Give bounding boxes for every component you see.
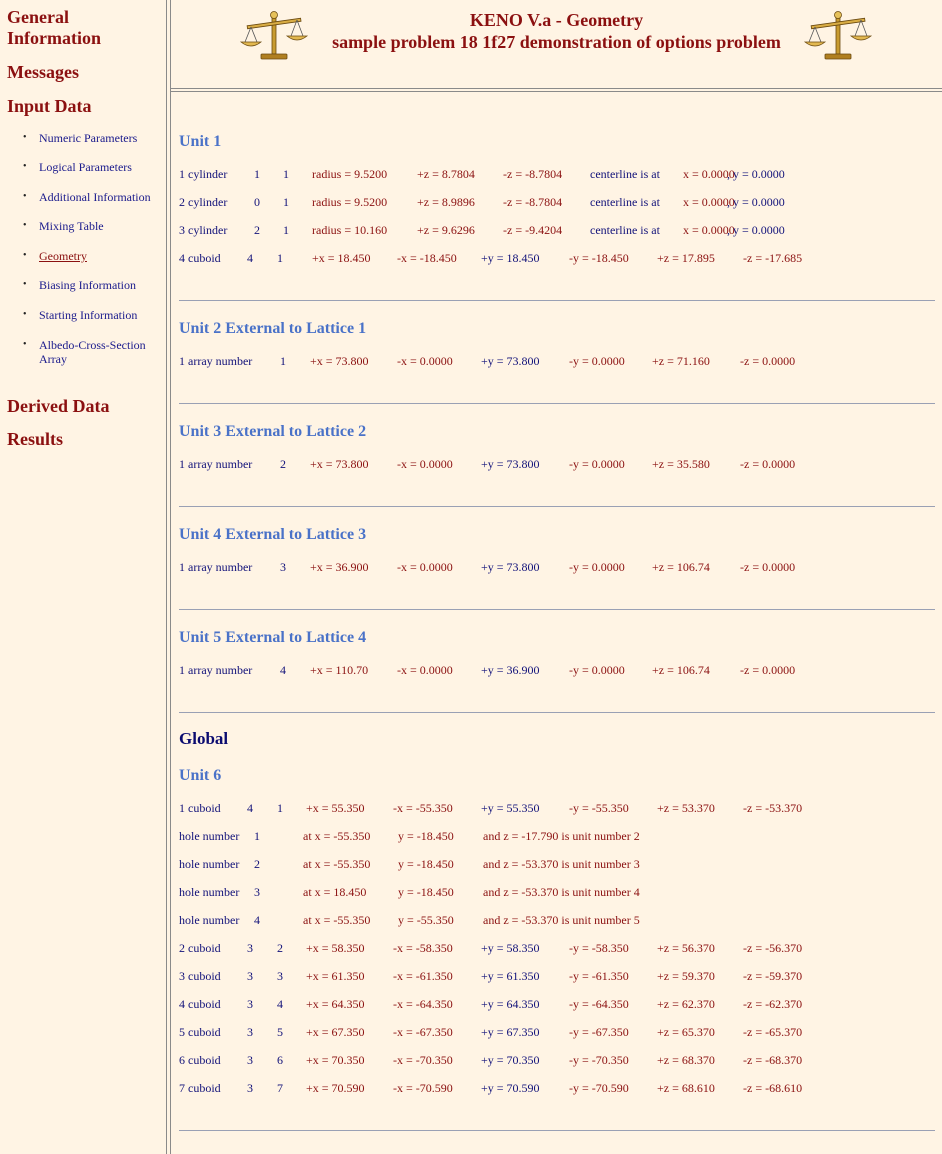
unit-title: Unit 4 External to Lattice 3: [179, 526, 367, 543]
table-cell: y = -55.350: [398, 913, 454, 927]
table-cell: -y = -58.350: [569, 941, 629, 955]
table-cell: -y = 0.0000: [569, 457, 625, 471]
nav-item-numeric-parameters[interactable]: • Numeric Parameters: [23, 131, 138, 145]
table-cell: radius = 9.5200: [312, 167, 388, 181]
nav-results[interactable]: Results: [7, 429, 64, 449]
table-cell: -z = -9.4204: [503, 223, 563, 237]
table-cell: +y = 73.800: [481, 560, 540, 574]
table-cell: +x = 64.350: [306, 997, 365, 1011]
table-cell: at x = 18.450: [303, 885, 367, 899]
table-cell: 4: [247, 251, 253, 265]
unit-title: Unit 3 External to Lattice 2: [179, 423, 367, 440]
table-cell: at x = -55.350: [303, 913, 371, 927]
table-row: [0, 1052, 942, 1068]
table-cell: , y = 0.0000: [727, 223, 785, 237]
table-cell: -z = 0.0000: [740, 457, 796, 471]
nav-item-mixing-table[interactable]: • Mixing Table: [23, 219, 104, 233]
table-cell: +y = 61.350: [481, 969, 540, 983]
table-cell: +z = 9.6296: [417, 223, 475, 237]
table-cell: , y = 0.0000: [727, 195, 785, 209]
table-cell: 3: [247, 997, 253, 1011]
bullet-icon: •: [23, 339, 27, 350]
header-divider: [171, 91, 942, 92]
table-cell: -z = 0.0000: [740, 560, 796, 574]
table-row: [0, 353, 942, 369]
table-cell: 1 array number: [179, 663, 253, 677]
nav-item-additional-information[interactable]: • Additional Information: [23, 190, 151, 204]
table-cell: -x = -18.450: [397, 251, 457, 265]
table-cell: +z = 35.580: [652, 457, 710, 471]
table-cell: -y = -61.350: [569, 969, 629, 983]
table-row: [0, 884, 942, 900]
table-cell: 4 cuboid: [179, 251, 221, 265]
table-row: [0, 828, 942, 844]
bullet-icon: •: [23, 250, 27, 261]
nav-item-albedo-cross-section-array[interactable]: • Albedo-Cross-Section Array: [23, 338, 146, 366]
table-cell: 1: [254, 829, 260, 843]
table-cell: +z = 106.74: [652, 560, 710, 574]
table-cell: 1 array number: [179, 457, 253, 471]
table-cell: -y = -70.590: [569, 1081, 629, 1095]
table-cell: 4 cuboid: [179, 997, 221, 1011]
section-divider: [179, 609, 935, 610]
table-cell: -z = 0.0000: [740, 663, 796, 677]
table-cell: +x = 36.900: [310, 560, 369, 574]
table-row: [0, 194, 942, 210]
table-cell: and z = -53.370 is unit number 4: [483, 885, 640, 899]
table-cell: -x = -70.590: [393, 1081, 453, 1095]
table-cell: y = -18.450: [398, 829, 454, 843]
table-cell: -x = -70.350: [393, 1053, 453, 1067]
table-cell: hole number: [179, 829, 240, 843]
table-cell: +y = 64.350: [481, 997, 540, 1011]
nav-item-geometry[interactable]: • Geometry: [23, 249, 87, 263]
table-cell: -x = 0.0000: [397, 457, 453, 471]
section-divider: [179, 403, 935, 404]
table-cell: 2 cylinder: [179, 195, 228, 209]
table-cell: +z = 53.370: [657, 801, 715, 815]
table-cell: +z = 8.7804: [417, 167, 475, 181]
table-row: [0, 996, 942, 1012]
table-cell: -y = 0.0000: [569, 663, 625, 677]
table-cell: -z = 0.0000: [740, 354, 796, 368]
table-cell: -y = -64.350: [569, 997, 629, 1011]
table-row: [0, 559, 942, 575]
table-cell: 3: [277, 969, 283, 983]
section-divider: [179, 506, 935, 507]
table-cell: -y = 0.0000: [569, 354, 625, 368]
bullet-icon: •: [23, 191, 27, 202]
table-cell: , y = 0.0000: [727, 167, 785, 181]
table-cell: -z = -62.370: [743, 997, 803, 1011]
table-cell: +z = 106.74: [652, 663, 710, 677]
table-cell: 1: [280, 354, 286, 368]
table-row: [0, 166, 942, 182]
nav-derived-data[interactable]: Derived Data: [7, 396, 110, 416]
table-cell: +z = 59.370: [657, 969, 715, 983]
table-cell: 2: [280, 457, 286, 471]
table-cell: +y = 55.350: [481, 801, 540, 815]
unit-title: Unit 5 External to Lattice 4: [179, 629, 367, 646]
table-cell: +x = 70.590: [306, 1081, 365, 1095]
table-cell: -z = -17.685: [743, 251, 803, 265]
table-cell: -y = -70.350: [569, 1053, 629, 1067]
table-cell: hole number: [179, 913, 240, 927]
table-cell: centerline is at: [590, 195, 660, 209]
table-row: [0, 250, 942, 266]
table-cell: centerline is at: [590, 167, 660, 181]
table-cell: +y = 70.350: [481, 1053, 540, 1067]
table-cell: -x = 0.0000: [397, 560, 453, 574]
table-cell: +z = 62.370: [657, 997, 715, 1011]
table-cell: 1: [254, 167, 260, 181]
table-cell: +x = 18.450: [312, 251, 371, 265]
table-cell: 6 cuboid: [179, 1053, 221, 1067]
table-cell: 3: [247, 969, 253, 983]
unit-title: Unit 1: [179, 133, 222, 150]
table-cell: 3: [247, 1025, 253, 1039]
table-cell: 3: [247, 1081, 253, 1095]
table-cell: +z = 65.370: [657, 1025, 715, 1039]
page-subtitle: sample problem 18 1f27 demonstration of options problem: [332, 32, 781, 52]
table-cell: centerline is at: [590, 223, 660, 237]
table-cell: 3: [247, 1053, 253, 1067]
table-cell: 2 cuboid: [179, 941, 221, 955]
table-cell: 3 cuboid: [179, 969, 221, 983]
table-cell: 5 cuboid: [179, 1025, 221, 1039]
table-row: [0, 1080, 942, 1096]
table-cell: -z = -68.610: [743, 1081, 803, 1095]
table-cell: +z = 68.370: [657, 1053, 715, 1067]
table-row: [0, 912, 942, 928]
table-cell: radius = 10.160: [312, 223, 388, 237]
nav-input-data[interactable]: Input Data: [7, 96, 92, 116]
table-cell: and z = -17.790 is unit number 2: [483, 829, 640, 843]
table-cell: 4: [280, 663, 286, 677]
table-cell: -z = -8.7804: [503, 167, 563, 181]
table-cell: -z = -59.370: [743, 969, 803, 983]
nav-item-logical-parameters[interactable]: • Logical Parameters: [23, 160, 132, 174]
table-cell: +x = 110.70: [310, 663, 369, 677]
table-cell: 5: [277, 1025, 283, 1039]
table-cell: y = -18.450: [398, 857, 454, 871]
table-cell: 1: [277, 801, 283, 815]
table-cell: +x = 58.350: [306, 941, 365, 955]
table-row: [0, 968, 942, 984]
table-cell: x = 0.0000: [683, 195, 735, 209]
table-cell: 2: [254, 223, 260, 237]
table-cell: -z = -65.370: [743, 1025, 803, 1039]
table-cell: -x = -58.350: [393, 941, 453, 955]
table-cell: +x = 73.800: [310, 354, 369, 368]
nav-messages[interactable]: Messages: [7, 62, 79, 82]
table-cell: x = 0.0000: [683, 167, 735, 181]
table-cell: 3 cylinder: [179, 223, 228, 237]
table-cell: -x = 0.0000: [397, 354, 453, 368]
table-cell: hole number: [179, 885, 240, 899]
table-cell: +z = 17.895: [657, 251, 715, 265]
table-cell: +y = 67.350: [481, 1025, 540, 1039]
bullet-icon: •: [23, 309, 27, 320]
table-cell: 1 array number: [179, 354, 253, 368]
table-cell: 4: [277, 997, 283, 1011]
table-cell: x = 0.0000: [683, 223, 735, 237]
bullet-icon: •: [23, 220, 27, 231]
nav-general-information[interactable]: General Information: [7, 7, 101, 48]
table-cell: -x = -64.350: [393, 997, 453, 1011]
table-row: [0, 940, 942, 956]
table-cell: +y = 58.350: [481, 941, 540, 955]
table-row: [0, 222, 942, 238]
table-cell: 1: [283, 223, 289, 237]
page-title: KENO V.a - Geometry: [469, 10, 644, 30]
table-cell: +y = 36.900: [481, 663, 540, 677]
table-cell: +z = 8.9896: [417, 195, 475, 209]
global-title: Global: [179, 729, 229, 748]
table-cell: +x = 73.800: [310, 457, 369, 471]
table-cell: -x = 0.0000: [397, 663, 453, 677]
table-cell: +y = 73.800: [481, 354, 540, 368]
table-cell: +z = 68.610: [657, 1081, 715, 1095]
table-cell: and z = -53.370 is unit number 5: [483, 913, 640, 927]
table-cell: at x = -55.350: [303, 829, 371, 843]
section-divider: [179, 300, 935, 301]
table-cell: 2: [277, 941, 283, 955]
bullet-icon: •: [23, 279, 27, 290]
section-divider: [179, 1130, 935, 1131]
table-cell: +z = 56.370: [657, 941, 715, 955]
table-cell: y = -18.450: [398, 885, 454, 899]
table-cell: -x = -55.350: [393, 801, 453, 815]
table-cell: 1 array number: [179, 560, 253, 574]
table-cell: at x = -55.350: [303, 857, 371, 871]
table-cell: +y = 18.450: [481, 251, 540, 265]
table-cell: radius = 9.5200: [312, 195, 388, 209]
table-cell: +x = 55.350: [306, 801, 365, 815]
table-cell: 0: [254, 195, 260, 209]
page-header: [171, 0, 942, 89]
table-cell: 1 cylinder: [179, 167, 228, 181]
table-row: [0, 662, 942, 678]
table-cell: -y = -55.350: [569, 801, 629, 815]
table-cell: 3: [280, 560, 286, 574]
table-row: [0, 856, 942, 872]
table-cell: 4: [254, 913, 260, 927]
table-row: [0, 800, 942, 816]
table-cell: 4: [247, 801, 253, 815]
unit-title: Unit 6: [179, 767, 222, 784]
nav-item-starting-information[interactable]: • Starting Information: [23, 308, 138, 322]
table-cell: 1: [277, 251, 283, 265]
table-cell: -x = -67.350: [393, 1025, 453, 1039]
table-cell: 1: [283, 195, 289, 209]
table-cell: -y = -67.350: [569, 1025, 629, 1039]
table-row: [0, 456, 942, 472]
nav-item-biasing-information[interactable]: • Biasing Information: [23, 278, 136, 292]
table-cell: +x = 70.350: [306, 1053, 365, 1067]
table-cell: +y = 70.590: [481, 1081, 540, 1095]
table-cell: 1 cuboid: [179, 801, 221, 815]
table-cell: -y = -18.450: [569, 251, 629, 265]
table-cell: 1: [283, 167, 289, 181]
balance-scale-icon: [803, 10, 873, 62]
table-cell: and z = -53.370 is unit number 3: [483, 857, 640, 871]
table-cell: -z = -68.370: [743, 1053, 803, 1067]
table-cell: -y = 0.0000: [569, 560, 625, 574]
table-cell: +y = 73.800: [481, 457, 540, 471]
bullet-icon: •: [23, 161, 27, 172]
section-divider: [179, 712, 935, 713]
table-cell: +x = 61.350: [306, 969, 365, 983]
table-cell: 7: [277, 1081, 283, 1095]
table-cell: 6: [277, 1053, 283, 1067]
table-cell: 2: [254, 857, 260, 871]
table-cell: -x = -61.350: [393, 969, 453, 983]
table-cell: -z = -53.370: [743, 801, 803, 815]
table-row: [0, 1024, 942, 1040]
table-cell: -z = -8.7804: [503, 195, 563, 209]
table-cell: 3: [247, 941, 253, 955]
table-cell: 7 cuboid: [179, 1081, 221, 1095]
table-cell: +z = 71.160: [652, 354, 710, 368]
table-cell: 3: [254, 885, 260, 899]
table-cell: -z = -56.370: [743, 941, 803, 955]
table-cell: +x = 67.350: [306, 1025, 365, 1039]
table-cell: hole number: [179, 857, 240, 871]
bullet-icon: •: [23, 132, 27, 143]
unit-title: Unit 2 External to Lattice 1: [179, 320, 367, 337]
